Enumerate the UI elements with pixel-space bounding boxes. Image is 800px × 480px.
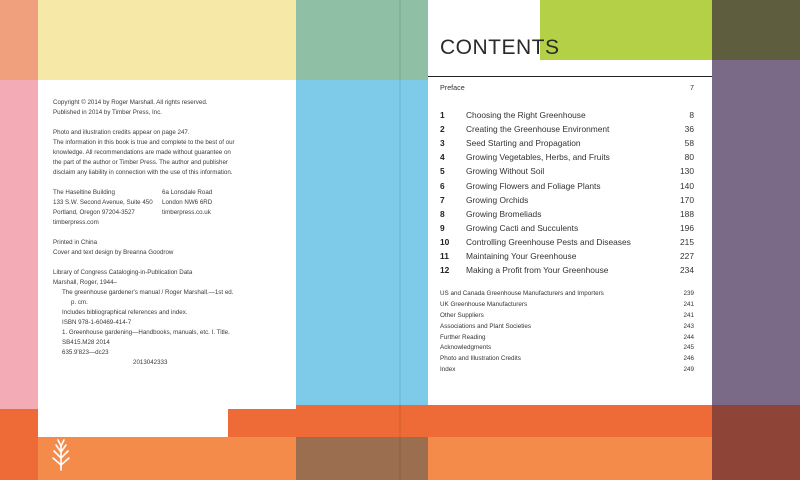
toc-back-row [440, 334, 694, 345]
disclaimer-line: the part of the author or Timber Press. The author and publisher [53, 159, 228, 166]
back-title: Photo and Illustration Credits [440, 355, 521, 363]
block-yellow [38, 0, 296, 80]
copyright-line: Published in 2014 by Timber Press, Inc. [53, 109, 163, 116]
toc-back-row [440, 323, 694, 334]
chapter-number: 10 [440, 236, 450, 247]
chapter-number: 11 [440, 250, 449, 261]
cip-heading: Library of Congress Cataloging-in-Publication Data [53, 269, 193, 276]
block-orange-bottom-right [428, 437, 712, 480]
toc-back-row [440, 344, 694, 355]
address-us [53, 188, 162, 228]
toc-chapter-row [440, 136, 694, 150]
chapter-page: 170 [680, 194, 694, 205]
back-page: 245 [683, 344, 694, 352]
chapter-number: 8 [440, 208, 445, 219]
block-brown [296, 437, 428, 480]
block-sky [296, 80, 428, 409]
block-purple [712, 60, 800, 405]
cip-line: 635.9'823—dc23 [62, 349, 109, 356]
cip-isbn: ISBN 978-1-60469-414-7 [62, 319, 132, 326]
chapter-page: 130 [680, 166, 694, 177]
design-credit-line: Cover and text design by Breanna Goodrow [53, 249, 174, 256]
block-salmon [0, 0, 38, 80]
chapter-number: 12 [440, 265, 450, 276]
toc-preface-row [440, 83, 694, 92]
disclaimer-line: knowledge. All recommendations are made without guarantee on [53, 149, 231, 156]
cip-line: p. cm. [71, 299, 88, 306]
chapter-title: Growing Without Soil [466, 166, 545, 177]
chapter-page: 188 [680, 208, 694, 219]
cip-line: The greenhouse gardener's manual / Roger Marshall.—1st ed. [62, 289, 234, 296]
chapter-number: 9 [440, 222, 445, 233]
block-olive [712, 0, 800, 60]
chapter-number: 7 [440, 194, 445, 205]
back-page: 243 [683, 322, 694, 330]
block-orange-bottom-left [38, 437, 296, 480]
toc-chapter-row [440, 164, 694, 178]
cip-line: SB415.M28 2014 [62, 339, 110, 346]
chapter-title: Growing Orchids [466, 194, 529, 205]
toc-chapter-row [440, 221, 694, 235]
back-title: Other Suppliers [440, 311, 484, 319]
address-line: Portland, Oregon 97204-3527 [53, 209, 135, 216]
toc-chapter-row [440, 207, 694, 221]
timber-press-leaf-icon [48, 437, 74, 471]
website-link: timberpress.com [53, 219, 99, 226]
toc-back-row [440, 366, 694, 377]
chapter-number: 5 [440, 166, 445, 177]
cip-line: Includes bibliographical references and index. [62, 309, 188, 316]
chapter-title: Seed Starting and Propagation [466, 138, 581, 149]
toc-chapter-list [440, 108, 694, 277]
toc-chapter-row [440, 193, 694, 207]
disclaimer-line: Photo and illustration credits appear on page 247. [53, 129, 190, 136]
back-page: 244 [683, 333, 694, 341]
block-orange-red-strip [228, 405, 712, 437]
chapter-number: 4 [440, 152, 445, 163]
address-line: The Haseltine Building [53, 189, 115, 196]
printed-line: Printed in China [53, 239, 98, 246]
toc-preface-page: 7 [690, 83, 694, 92]
chapter-title: Making a Profit from Your Greenhouse [466, 265, 609, 276]
book-gutter [399, 0, 401, 480]
title-rule [428, 76, 712, 77]
back-title: US and Canada Greenhouse Manufacturers and Importers [440, 290, 604, 297]
block-lime [540, 0, 712, 60]
back-page: 249 [683, 366, 694, 374]
chapter-number: 1 [440, 110, 445, 121]
toc-chapter-row [440, 235, 694, 249]
address-uk [162, 188, 271, 228]
back-page: 246 [683, 355, 694, 363]
chapter-title: Choosing the Right Greenhouse [466, 110, 586, 121]
copyright-block [53, 98, 293, 368]
back-page: 241 [683, 300, 694, 308]
chapter-number: 6 [440, 180, 445, 191]
chapter-page: 196 [680, 222, 694, 233]
block-dark-red-bottom [712, 437, 800, 480]
chapter-title: Growing Cacti and Succulents [466, 222, 579, 233]
toc-chapter-row [440, 108, 694, 122]
toc-back-row [440, 312, 694, 323]
chapter-page: 140 [680, 180, 694, 191]
chapter-page: 36 [684, 124, 694, 135]
chapter-page: 227 [680, 250, 694, 261]
block-orange-red-left [0, 409, 38, 480]
back-title: UK Greenhouse Manufacturers [440, 300, 528, 308]
toc-preface-label: Preface [440, 83, 465, 92]
chapter-page: 8 [689, 110, 694, 121]
disclaimer-line: disclaim any liability in connection with the use of this information. [53, 169, 233, 176]
back-page: 239 [683, 290, 694, 297]
block-dark-red-strip [712, 405, 800, 437]
block-sage [296, 0, 428, 80]
publisher-addresses [53, 188, 293, 228]
chapter-title: Growing Bromeliads [466, 208, 542, 219]
chapter-page: 215 [680, 236, 694, 247]
chapter-title: Growing Vegetables, Herbs, and Fruits [466, 152, 610, 163]
toc-chapter-row [440, 249, 694, 263]
back-page: 241 [683, 311, 694, 319]
back-title: Associations and Plant Societies [440, 322, 532, 330]
chapter-title: Creating the Greenhouse Environment [466, 124, 610, 135]
chapter-number: 2 [440, 124, 445, 135]
chapter-number: 3 [440, 138, 445, 149]
copyright-line: Copyright © 2014 by Roger Marshall. All rights reserved. [53, 99, 208, 106]
chapter-page: 58 [684, 138, 694, 149]
address-line: London NW6 6RD [162, 199, 213, 206]
toc-chapter-row [440, 178, 694, 192]
back-title: Index [440, 366, 456, 374]
website-link: timberpress.co.uk [162, 209, 211, 216]
contents-title: CONTENTS [440, 36, 560, 59]
address-line: 133 S.W. Second Avenue, Suite 450 [53, 199, 153, 206]
toc-back-row [440, 301, 694, 312]
disclaimer-line: The information in this book is true and complete to the best of our [53, 139, 235, 146]
toc-chapter-row [440, 122, 694, 136]
toc-chapter-row [440, 263, 694, 277]
chapter-title: Growing Flowers and Foliage Plants [466, 180, 601, 191]
toc-back-row [440, 355, 694, 366]
chapter-page: 80 [684, 152, 694, 163]
block-pink [0, 80, 38, 409]
toc-chapter-row [440, 150, 694, 164]
lccn-number: 2013042333 [133, 359, 168, 366]
toc-back-row [440, 290, 694, 301]
toc-back-matter-list [440, 290, 694, 377]
chapter-page: 234 [680, 265, 694, 276]
address-line: 6a Lonsdale Road [162, 189, 213, 196]
cip-line: 1. Greenhouse gardening—Handbooks, manuals, etc. I. Title. [62, 329, 230, 336]
chapter-title: Controlling Greenhouse Pests and Diseases [466, 236, 631, 247]
chapter-title: Maintaining Your Greenhouse [466, 250, 577, 261]
back-title: Further Reading [440, 333, 486, 341]
cip-author: Marshall, Roger, 1944– [53, 279, 117, 286]
back-title: Acknowledgments [440, 344, 492, 352]
